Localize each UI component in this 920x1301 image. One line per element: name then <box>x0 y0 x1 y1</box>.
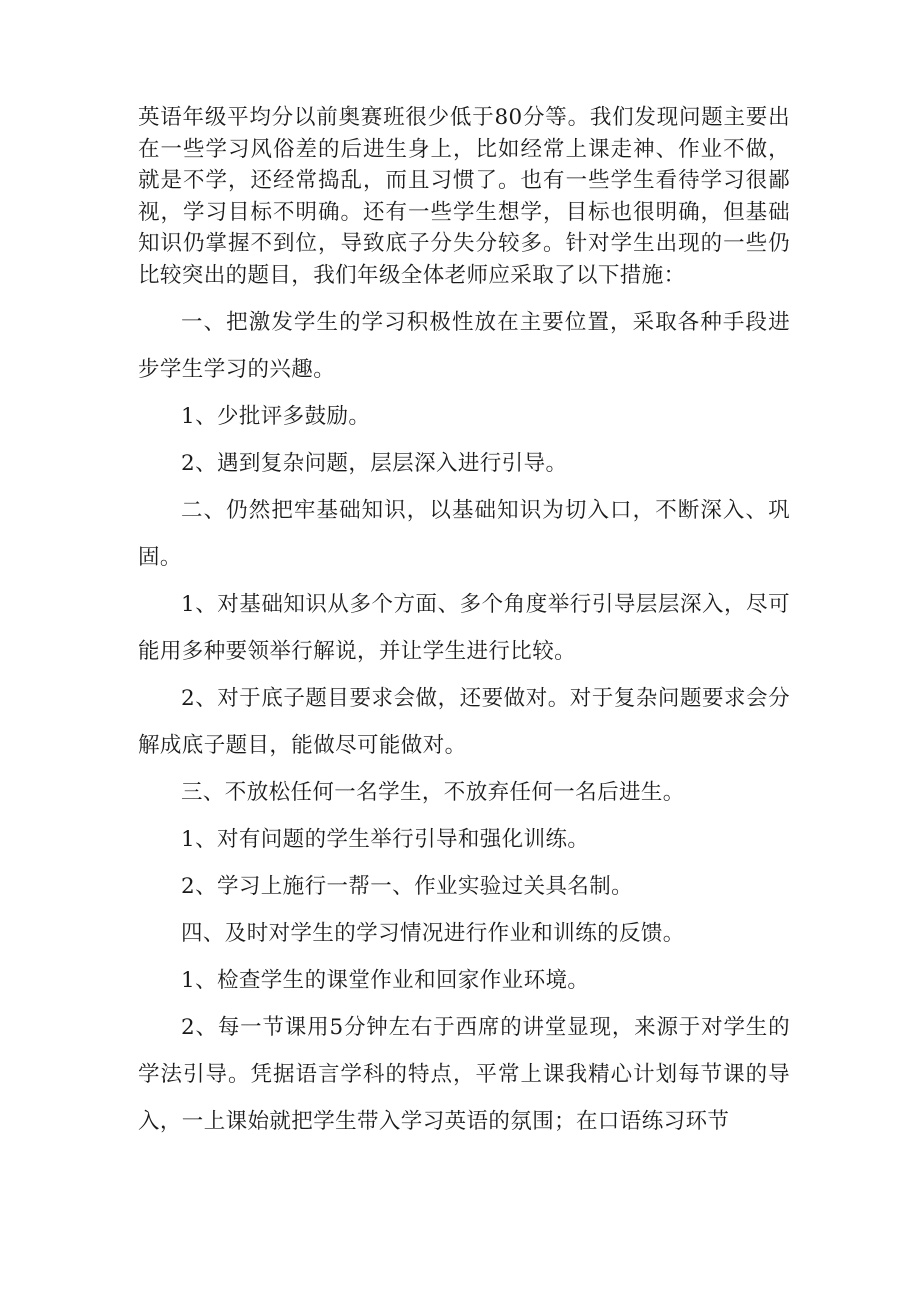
section-one-item-2: 2、遇到复杂问题，层层深入进行引导。 <box>181 451 568 476</box>
section-one-item-1: 1、少批评多鼓励。 <box>181 404 371 429</box>
section-three-item-1: 1、对有问题的学生举行引导和强化训练。 <box>181 827 590 852</box>
section-two-heading: 二、仍然把牢基础知识，以基础知识为切入口，不断深入、巩固。 <box>138 498 790 570</box>
section-four-item-1: 1、检查学生的课堂作业和回家作业环境。 <box>181 968 590 993</box>
lead-paragraph: 英语年级平均分以前奥赛班很少低于80分等。我们发现问题主要出在一些学习风俗差的后进生身上，比如经常上课走神、作业不做，就是不学，还经常捣乱，而且习惯了。也有一些学生看待学习很鄙视，学习目标不明确。还有一些学生想学，目标也很明确，但基础知识仍掌握不到位，导致底子分失分较多。针对学生出现的一些仍比较突出的题目，我们年级全体老师应采取了以下措施： <box>138 105 790 288</box>
section-two-item-2: 2、对于底子题目要求会做，还要做对。对于复杂问题要求会分解成底子题目，能做尽可能做对。 <box>138 686 790 758</box>
section-one-heading: 一、把激发学生的学习积极性放在主要位置，采取各种手段进步学生学习的兴趣。 <box>138 310 790 382</box>
section-three-heading: 三、不放松任何一名学生，不放弃任何一名后进生。 <box>181 780 685 805</box>
section-four-heading: 四、及时对学生的学习情况进行作业和训练的反馈。 <box>181 921 685 946</box>
document-body <box>138 102 790 1145</box>
section-two-item-1: 1、对基础知识从多个方面、多个角度举行引导层层深入，尽可能用多种要领举行解说，并让学生进行比较。 <box>138 592 790 664</box>
section-three-item-2: 2、学习上施行一帮一、作业实验过关具名制。 <box>181 874 634 899</box>
section-four-item-2: 2、每一节课用5分钟左右于西席的讲堂显现，来源于对学生的学法引导。凭据语言学科的特点，平常上课我精心计划每节课的导入，一上课始就把学生带入学习英语的氛围；在口语练习环节 <box>138 1015 790 1134</box>
